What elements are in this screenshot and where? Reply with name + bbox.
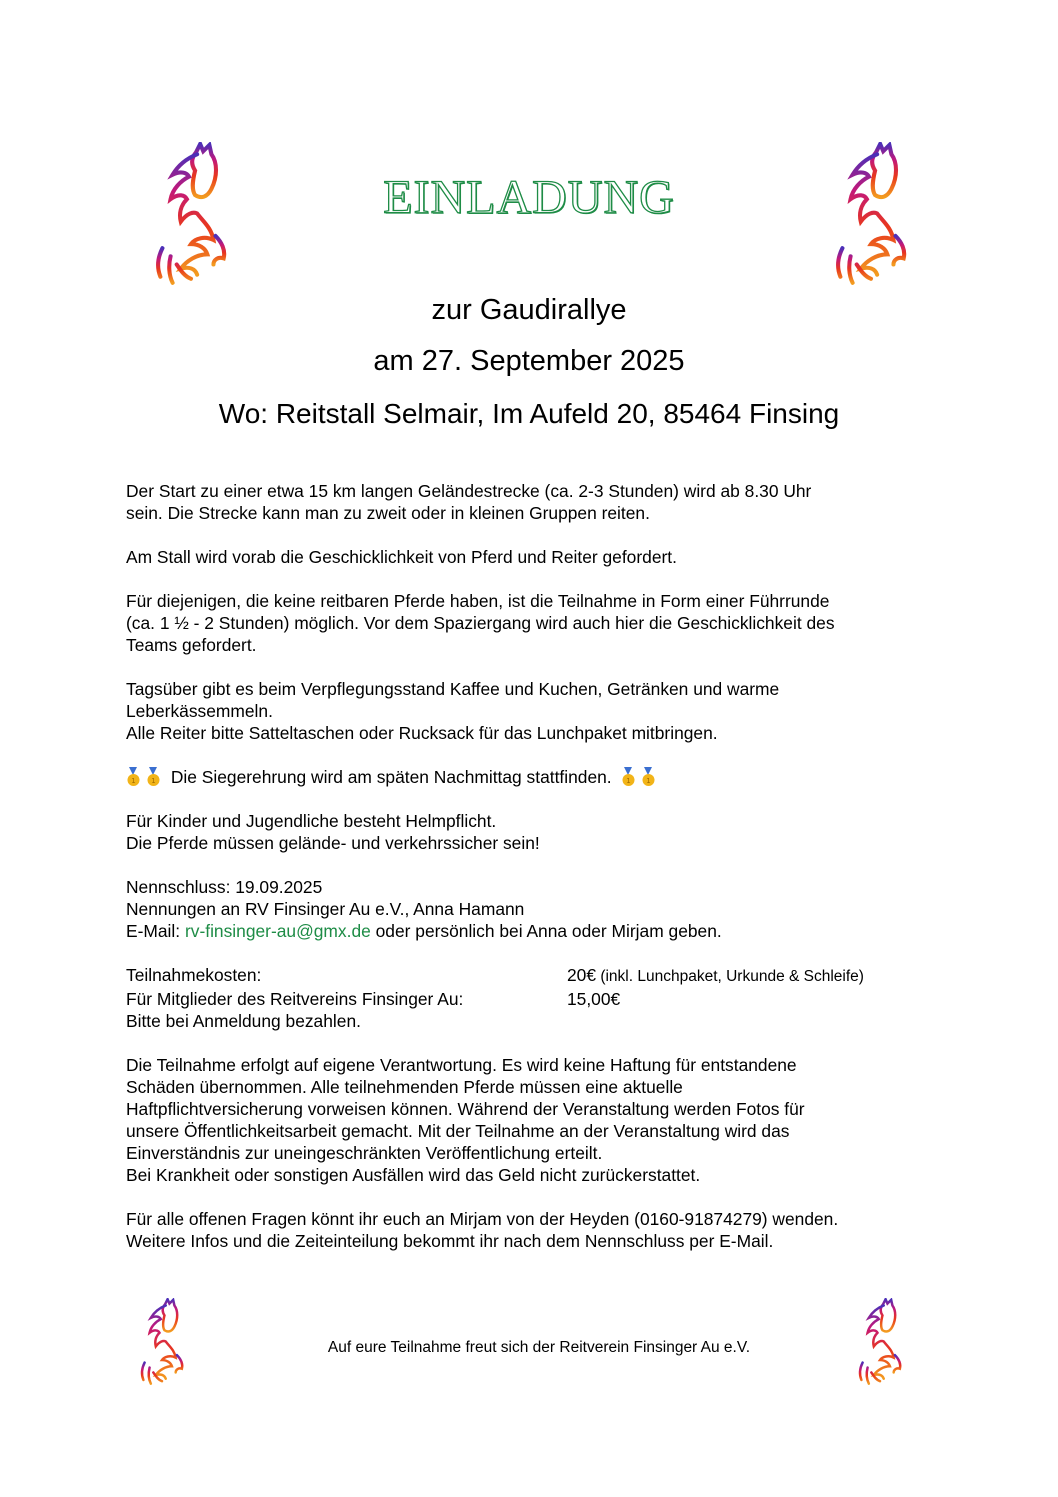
svg-text:1: 1 — [131, 777, 136, 785]
paragraph-start: Der Start zu einer etwa 15 km langen Geländestrecke (ca. 2-3 Stunden) wird ab 8.30 Uhr sein. Die Strecke kann man zu zweit oder in kleinen Gruppen reiten. — [126, 481, 812, 523]
invitation-body — [126, 480, 946, 1274]
medal-icon — [621, 767, 636, 787]
cost-row-general: Teilnahmekosten: 20€ (inkl. Lunchpaket, Urkunde & Schleife) — [126, 965, 864, 985]
medal-icon — [146, 767, 161, 787]
paragraph-stall: Am Stall wird vorab die Geschicklichkeit von Pferd und Reiter gefordert. — [126, 547, 677, 567]
subtitle-date: am 27. September 2025 — [373, 345, 685, 377]
paragraph-haftung: Die Teilnahme erfolgt auf eigene Verantwortung. Es wird keine Haftung für entstandene Schäden übernommen. Alle teilnehmenden Pferde müssen eine aktuelle Haftpflichtversicherung vorweisen können. Während der Veranstaltung werden Fotos für unsere Öffentlichkeitsarbeit gemacht. Mit der Teilnahme an der Veranstaltung wird das Einverständnis zur uneingeschränkten Veröffentlichung erteilt. Bei Krankheit oder sonstigen Ausfällen wird das Geld nicht zurückerstattet. — [126, 1055, 805, 1185]
cost-row-members: Für Mitglieder des Reitvereins Finsinger Au: 15,00€ — [126, 989, 621, 1009]
footer-text: Auf eure Teilnahme freut sich der Reitverein Finsinger Au e.V. — [327, 1339, 751, 1356]
paragraph-fuehrrunde: Für diejenigen, die keine reitbaren Pferde haben, ist die Teilnahme in Form einer Führrunde (ca. 1 ½ - 2 Stunden) möglich. Vor dem Spaziergang wird auch hier die Geschicklichkeit des Teams gefordert. — [126, 591, 835, 655]
paragraph-helmpflicht: Für Kinder und Jugendliche besteht Helmpflicht. Die Pferde müssen gelände- und verkehrssicher sein! — [126, 811, 540, 853]
paragraph-fragen: Für alle offenen Fragen könnt ihr euch an Mirjam von der Heyden (0160-91874279) wenden. Weitere Infos und die Zeiteinteilung bekommt ihr nach dem Nennschluss per E-Mail. — [126, 1209, 839, 1251]
email-link[interactable]: rv-finsinger-au@gmx.de — [184, 921, 371, 941]
svg-text:1: 1 — [626, 777, 632, 785]
medal-icon — [126, 767, 141, 787]
svg-text:1: 1 — [151, 777, 156, 785]
page-title: EINLADUNG — [383, 171, 675, 224]
paragraph-verpflegung: Tagsüber gibt es beim Verpflegungsstand Kaffee und Kuchen, Getränken und warme Leberkässemmeln. Alle Reiter bitte Satteltaschen oder Rucksack für das Lunchpaket mitbringen. — [126, 679, 780, 743]
paragraph-siegerehrung: 1 1 Die Siegerehrung wird am späten Nachmittag stattfinden. 1 1 — [126, 766, 946, 788]
paragraph-costs: Teilnahmekosten: 20€ (inkl. Lunchpaket, Urkunde & Schleife) Für Mitglieder des Reitvereins Finsinger Au: 15,00€ Bitte bei Anmeldung bezahlen. — [126, 964, 946, 1032]
medal-icon — [641, 767, 656, 787]
paragraph-nennung: Nennschluss: 19.09.2025 Nennungen an RV Finsinger Au e.V., Anna Hamann E-Mail: rv-finsinger-au@gmx.de oder persönlich bei Anna oder Mirjam geben. — [126, 877, 722, 941]
svg-text:1: 1 — [646, 777, 652, 785]
subtitle-event: zur Gaudirallye — [431, 294, 627, 326]
subtitle-location: Wo: Reitstall Selmair, Im Aufeld 20, 85464 Finsing — [218, 398, 840, 429]
